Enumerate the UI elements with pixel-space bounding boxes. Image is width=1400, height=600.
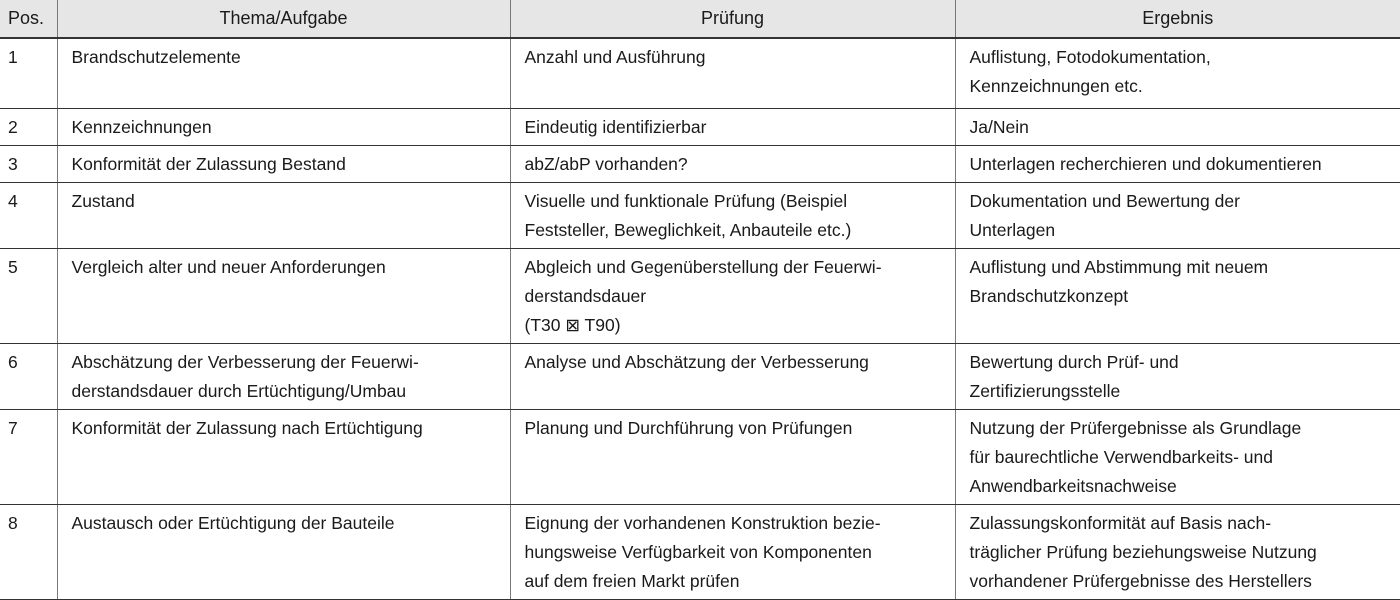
cell-pos: 2 — [0, 108, 57, 145]
cell-thema: Kennzeichnungen — [57, 108, 510, 145]
cell-ergebnis: Auflistung, Fotodokumentation, Kennzeichnungen etc. — [955, 38, 1400, 108]
cell-pos: 6 — [0, 343, 57, 409]
cell-ergebnis: Auflistung und Abstimmung mit neuem Brandschutzkonzept — [955, 248, 1400, 343]
table-row — [0, 504, 1400, 599]
table-row — [0, 343, 1400, 409]
table-row — [0, 182, 1400, 248]
table-row — [0, 38, 1400, 108]
cell-thema: Konformität der Zulassung Bestand — [57, 145, 510, 182]
cell-thema: Abschätzung der Verbesserung der Feuerwi- derstandsdauer durch Ertüchtigung/Umbau — [57, 343, 510, 409]
table-row — [0, 145, 1400, 182]
header-thema: Thema/Aufgabe — [57, 0, 510, 38]
cell-ergebnis: Bewertung durch Prüf- und Zertifizierungsstelle — [955, 343, 1400, 409]
header-pos: Pos. — [0, 0, 57, 38]
cell-pos: 5 — [0, 248, 57, 343]
cell-thema: Konformität der Zulassung nach Ertüchtigung — [57, 409, 510, 504]
cell-thema: Austausch oder Ertüchtigung der Bauteile — [57, 504, 510, 599]
cell-pruefung: Abgleich und Gegenüberstellung der Feuerwi- derstandsdauer (T30 ⊠ T90) — [510, 248, 955, 343]
cell-thema: Zustand — [57, 182, 510, 248]
table-row — [0, 409, 1400, 504]
cell-pos: 7 — [0, 409, 57, 504]
cell-pruefung: Analyse und Abschätzung der Verbesserung — [510, 343, 955, 409]
cell-pruefung: Eindeutig identifizierbar — [510, 108, 955, 145]
cell-ergebnis: Ja/Nein — [955, 108, 1400, 145]
cell-ergebnis: Dokumentation und Bewertung der Unterlagen — [955, 182, 1400, 248]
cell-pruefung: Anzahl und Ausführung — [510, 38, 955, 108]
header-pruefung: Prüfung — [510, 0, 955, 38]
table-row — [0, 248, 1400, 343]
table-header-row — [0, 0, 1400, 38]
cell-ergebnis: Unterlagen recherchieren und dokumentieren — [955, 145, 1400, 182]
cell-pos: 4 — [0, 182, 57, 248]
cell-pos: 8 — [0, 504, 57, 599]
cell-ergebnis: Nutzung der Prüfergebnisse als Grundlage für baurechtliche Verwendbarkeits- und Anwendbarkeitsnachweise — [955, 409, 1400, 504]
cell-pos: 3 — [0, 145, 57, 182]
cell-pruefung: Visuelle und funktionale Prüfung (Beispiel Feststeller, Beweglichkeit, Anbauteile etc.) — [510, 182, 955, 248]
cell-pos: 1 — [0, 38, 57, 108]
cell-thema: Vergleich alter und neuer Anforderungen — [57, 248, 510, 343]
cell-pruefung: abZ/abP vorhanden? — [510, 145, 955, 182]
cell-thema: Brandschutzelemente — [57, 38, 510, 108]
header-ergebnis: Ergebnis — [955, 0, 1400, 38]
cell-ergebnis: Zulassungskonformität auf Basis nach- träglicher Prüfung beziehungsweise Nutzung vorhandener Prüfergebnisse des Herstellers — [955, 504, 1400, 599]
table-row — [0, 108, 1400, 145]
cell-pruefung: Eignung der vorhandenen Konstruktion bezie- hungsweise Verfügbarkeit von Komponenten auf dem freien Markt prüfen — [510, 504, 955, 599]
cell-pruefung: Planung und Durchführung von Prüfungen — [510, 409, 955, 504]
